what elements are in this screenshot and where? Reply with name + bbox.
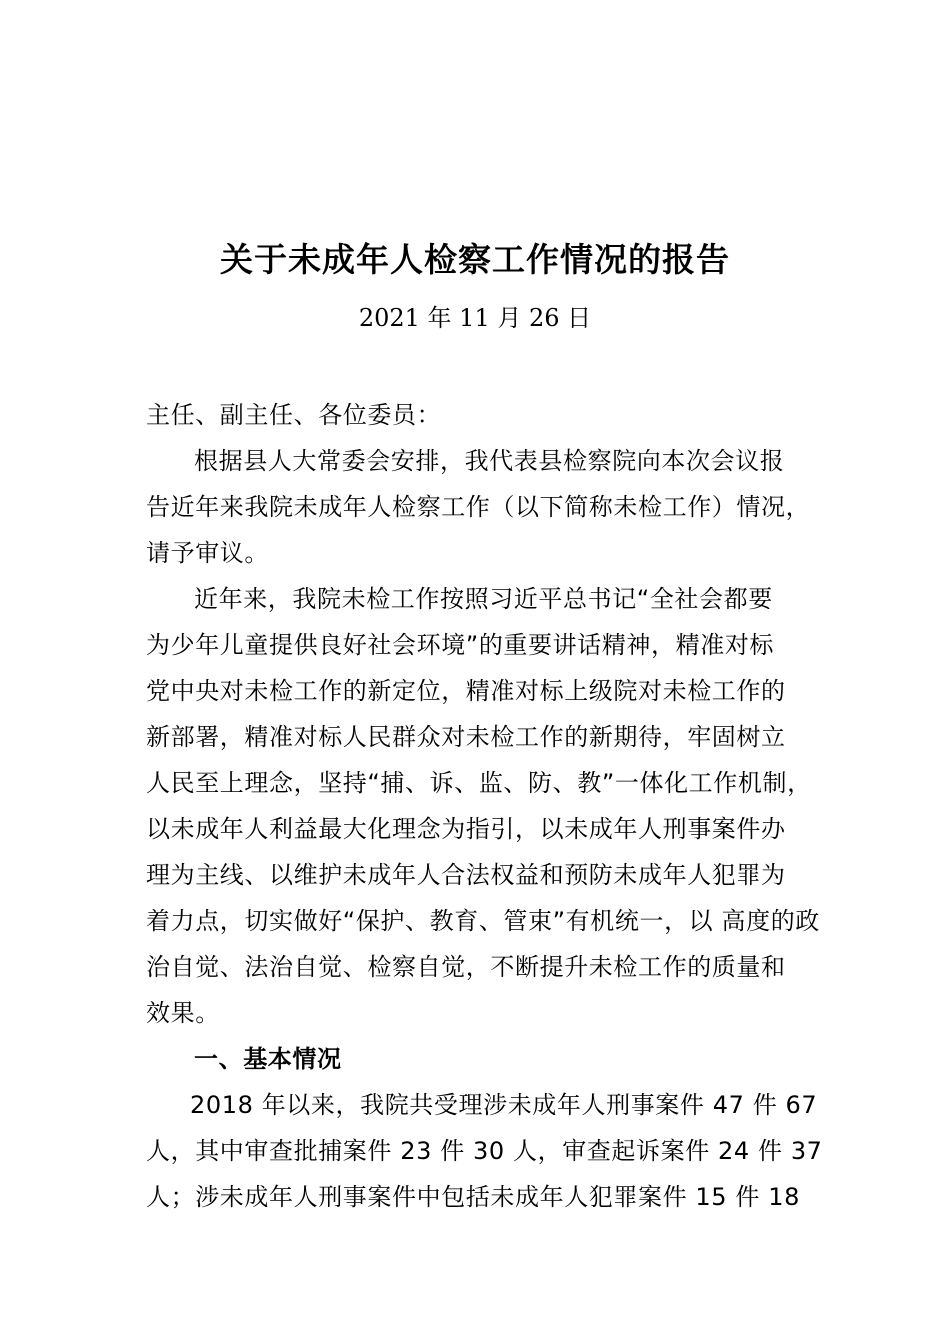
paragraph-line: 效果。	[146, 999, 220, 1027]
section-heading: 一、基本情况	[194, 1045, 342, 1073]
salutation: 主任、副主任、各位委员：	[146, 401, 442, 429]
paragraph-line: 告近年来我院未成年人检察工作（以下简称未检工作）情况，	[146, 493, 811, 521]
report-title: 关于未成年人检察工作情况的报告	[220, 240, 730, 279]
paragraph-line: 以未成年人利益最大化理念为指引，以未成年人刑事案件办	[146, 815, 786, 843]
paragraph-line: 人民至上理念，坚持“捕、诉、监、防、教”一体化工作机制，	[146, 769, 812, 797]
report-date: 2021 年 11 月 26 日	[358, 304, 592, 332]
paragraph-line: 人；涉未成年人刑事案件中包括未成年人犯罪案件 15 件 18	[146, 1183, 800, 1211]
paragraph-line: 请予审议。	[146, 539, 269, 567]
paragraph-line: 治自觉、法治自觉、检察自觉，不断提升未检工作的质量和	[146, 953, 786, 981]
paragraph-line: 着力点，切实做好“保护、教育、管束”有机统一，以 高度的政	[146, 907, 820, 935]
paragraph-line: 新部署，精准对标人民群众对未检工作的新期待，牢固树立	[146, 723, 786, 751]
paragraph-line: 2018 年以来，我院共受理涉未成年人刑事案件 47 件 67	[190, 1091, 818, 1119]
paragraph-line: 为少年儿童提供良好社会环境”的重要讲话精神，精准对标	[146, 631, 775, 659]
paragraph-line: 根据县人大常委会安排，我代表县检察院向本次会议报	[194, 447, 785, 475]
paragraph-line: 理为主线、以维护未成年人合法权益和预防未成年人犯罪为	[146, 861, 786, 889]
paragraph-line: 党中央对未检工作的新定位，精准对标上级院对未检工作的	[146, 677, 786, 705]
paragraph-line: 近年来，我院未检工作按照习近平总书记“全社会都要	[194, 585, 773, 613]
paragraph-line: 人，其中审查批捕案件 23 件 30 人，审查起诉案件 24 件 37	[146, 1137, 823, 1165]
